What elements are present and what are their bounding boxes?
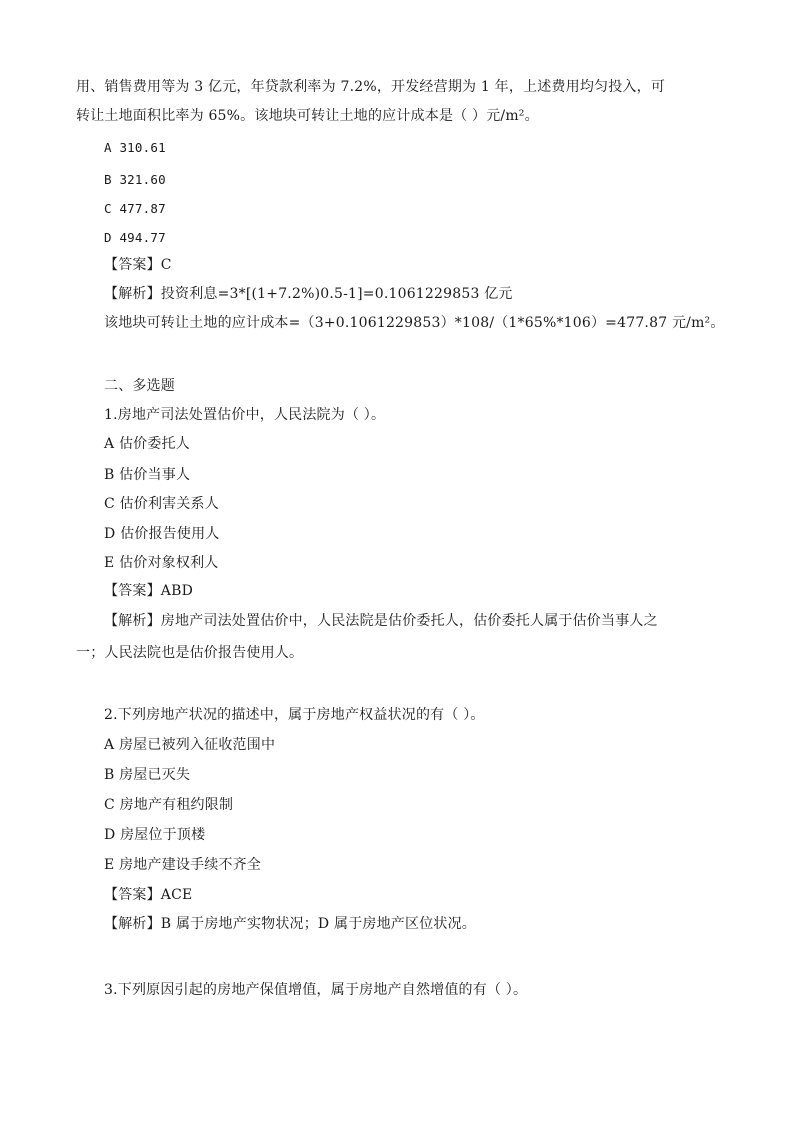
analysis-line: 一；人民法院也是估价报告使用人。 — [76, 645, 304, 661]
option-c: C 估价利害关系人 — [104, 496, 219, 512]
option-d: D 房屋位于顶楼 — [104, 827, 206, 843]
analysis-line: 【解析】房地产司法处置估价中，人民法院是估价委托人，估价委托人属于估价当事人之 — [104, 613, 658, 629]
question-stem-line: 用、销售费用等为 3 亿元，年贷款利率为 7.2%，开发经营期为 1 年，上述费用均匀投入，可 — [76, 79, 666, 95]
question-stem: 1.房地产司法处置估价中，人民法院为（ ）。 — [104, 407, 386, 423]
option-d: D 494.77 — [104, 230, 166, 245]
answer-line: 【答案】ACE — [104, 887, 193, 903]
option-a: A 房屋已被列入征收范围中 — [104, 737, 276, 753]
analysis-line: 【解析】B 属于房地产实物状况；D 属于房地产区位状况。 — [104, 916, 477, 932]
option-b: B 房屋已灭失 — [104, 767, 191, 783]
answer-line: 【答案】ABD — [104, 583, 194, 599]
option-c: C 房地产有租约限制 — [104, 797, 234, 813]
question-stem: 3.下列原因引起的房地产保值增值，属于房地产自然增值的有（ ）。 — [104, 982, 528, 998]
option-b: B 321.60 — [104, 172, 166, 187]
analysis-line: 该地块可转让土地的应计成本=（3+0.1061229853）*108/（1*65%*106）=477.87 元/m²。 — [104, 315, 725, 331]
option-e: E 估价对象权利人 — [104, 555, 219, 571]
question-stem: 2.下列房地产状况的描述中，属于房地产权益状况的有（ ）。 — [104, 707, 485, 723]
option-c: C 477.87 — [104, 201, 166, 216]
option-b: B 估价当事人 — [104, 467, 191, 483]
option-a: A 310.61 — [104, 140, 166, 155]
option-a: A 估价委托人 — [104, 436, 190, 452]
option-e: E 房地产建设手续不齐全 — [104, 857, 262, 873]
option-d: D 估价报告使用人 — [104, 526, 220, 542]
question-stem-line: 转让土地面积比率为 65%。该地块可转让土地的应计成本是（ ）元/m²。 — [76, 108, 539, 124]
analysis-line: 【解析】投资利息=3*[(1+7.2%)0.5-1]=0.1061229853 亿元 — [104, 286, 513, 302]
answer-line: 【答案】C — [104, 257, 172, 273]
section-title: 二、多选题 — [104, 378, 175, 394]
